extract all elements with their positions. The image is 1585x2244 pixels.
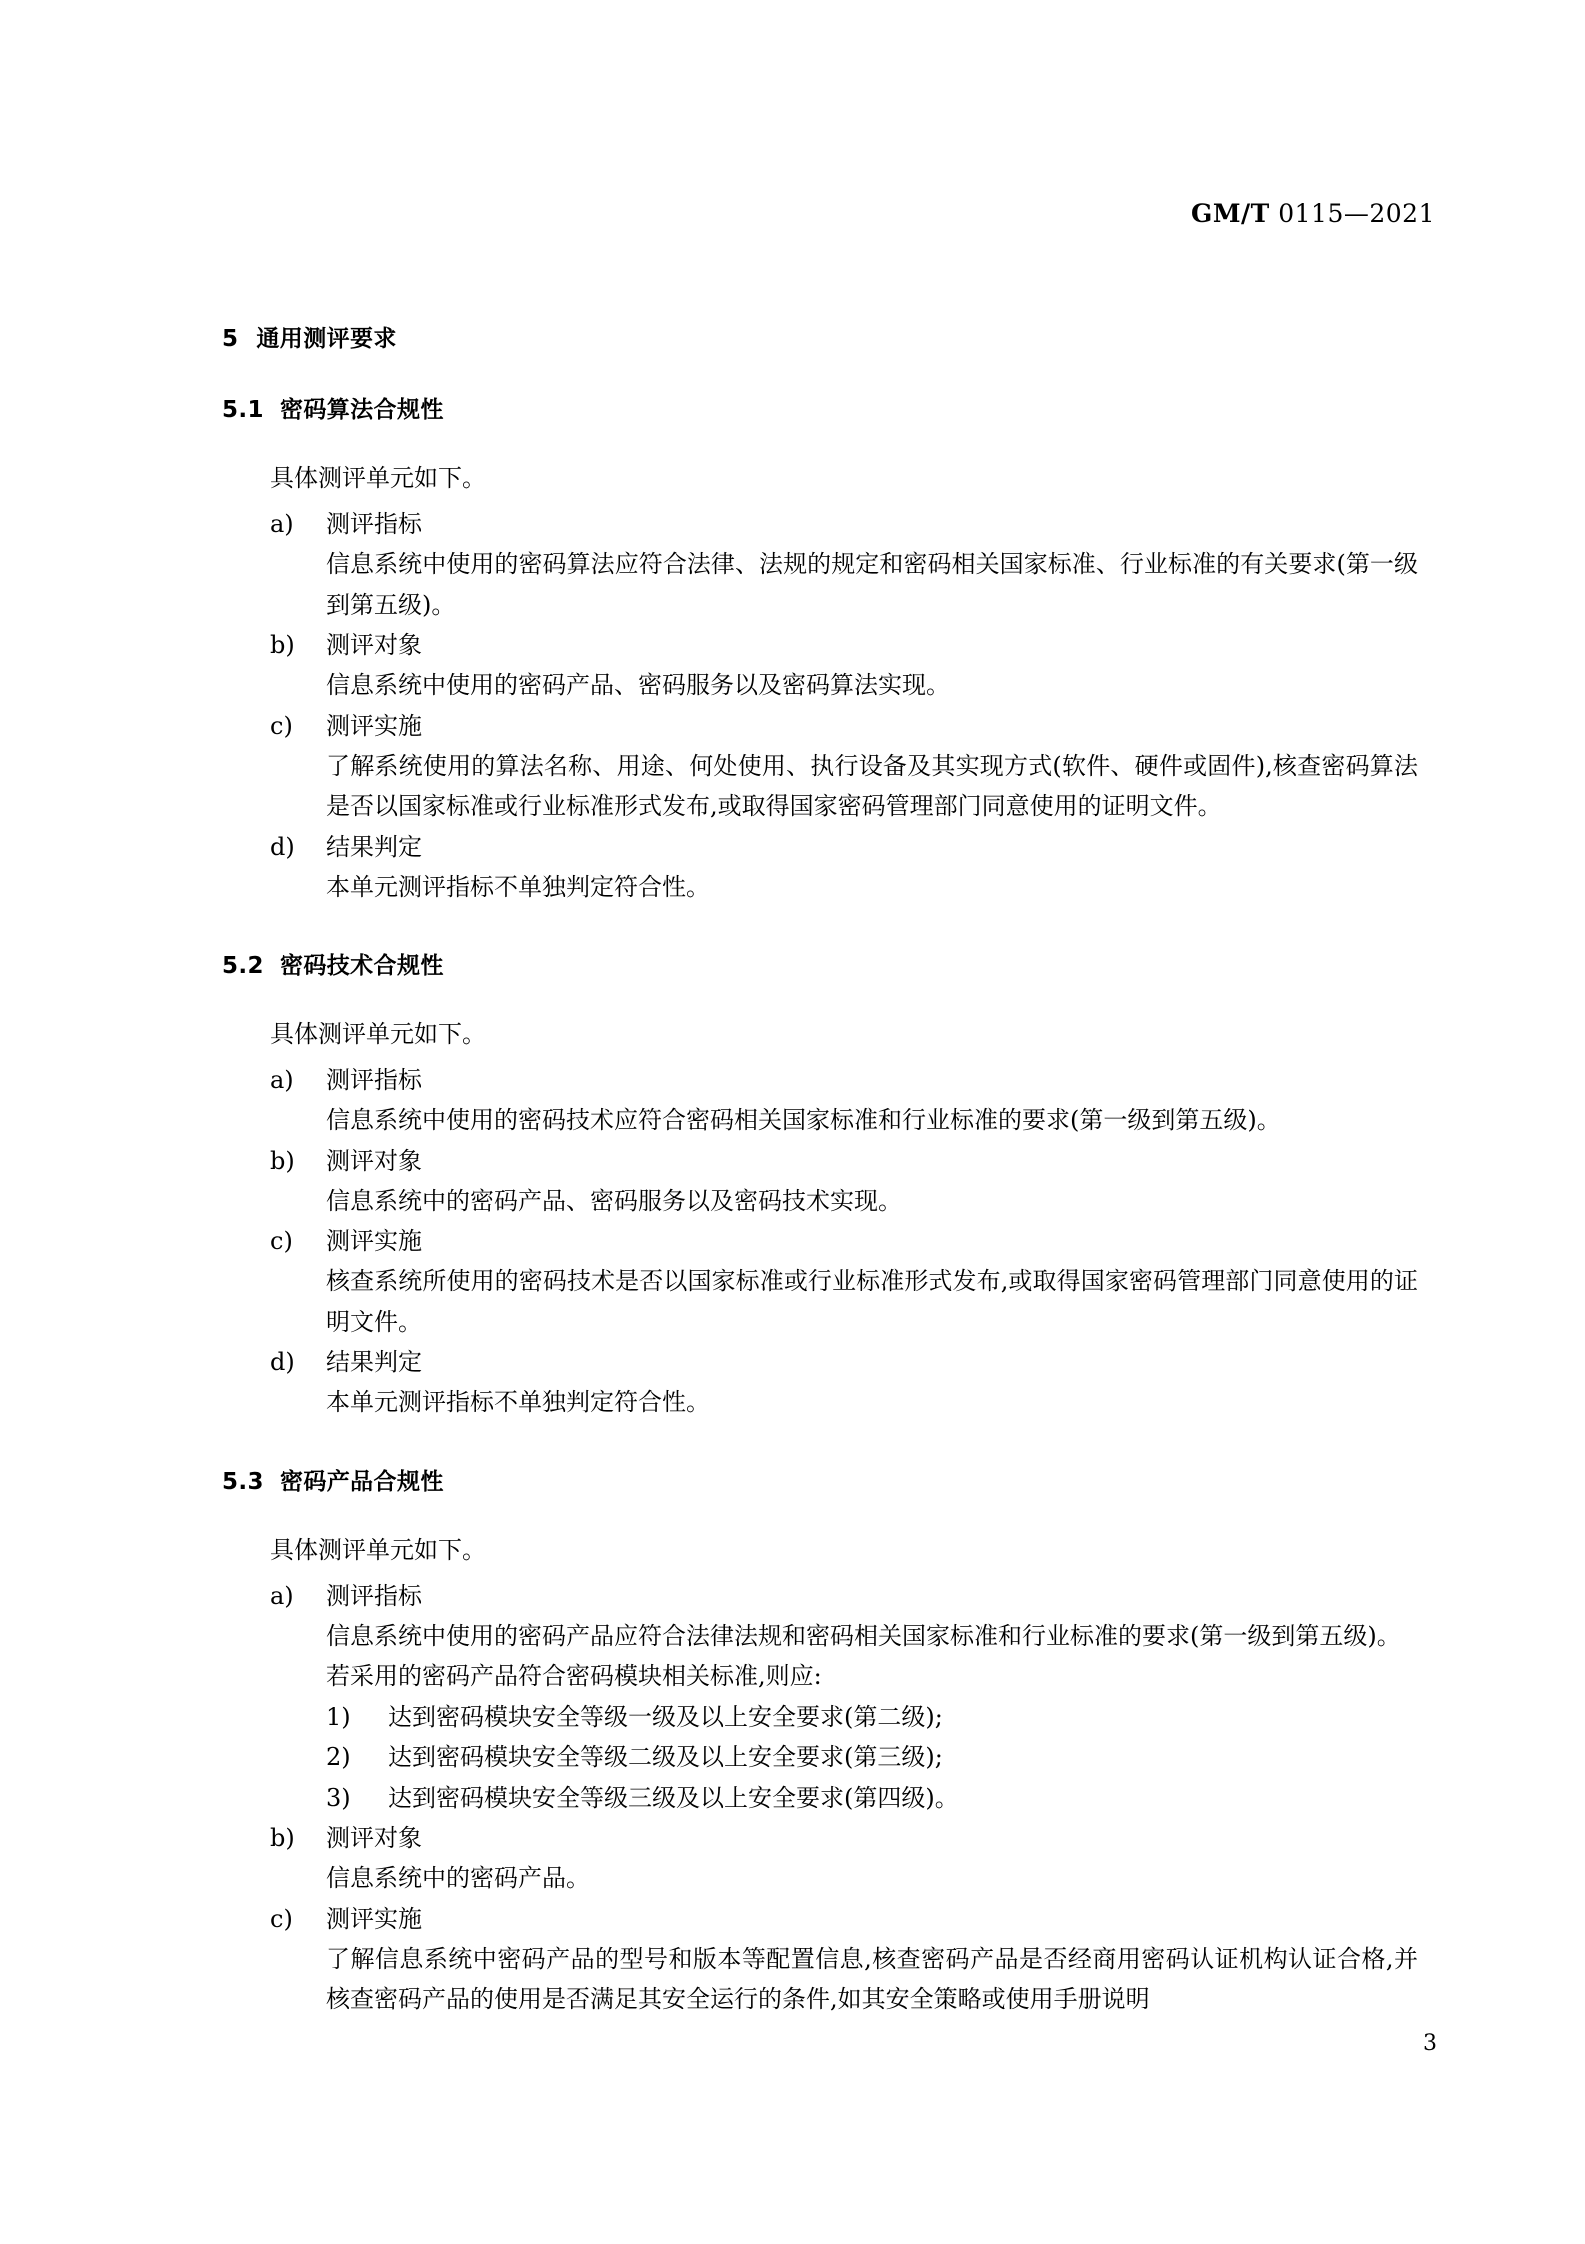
standard-number: 0115—2021	[1278, 199, 1435, 228]
list-marker: b)	[270, 631, 295, 659]
list-marker: b)	[270, 1146, 295, 1175]
list-item-label: 结果判定	[326, 1348, 422, 1376]
sub-list-item-label: 达到密码模块安全等级一级及以上安全要求(第二级);	[388, 1702, 943, 1731]
section-heading	[222, 947, 1418, 980]
page-number: 3	[1423, 2031, 1437, 2056]
section-lead: 具体测评单元如下。	[270, 464, 486, 492]
section-heading	[222, 1463, 1418, 1496]
list-item-label: 测评对象	[326, 1146, 422, 1175]
section-number: 5.3	[222, 1468, 264, 1495]
list-item-body: 信息系统中使用的密码算法应符合法律、法规的规定和密码相关国家标准、行业标准的有关要求(第一级到第五级)。	[326, 550, 1418, 619]
list-item	[222, 1899, 1418, 1939]
list-item-body: 了解系统使用的算法名称、用途、何处使用、执行设备及其实现方式(软件、硬件或固件),核查密码算法是否以国家标准或行业标准形式发布,或取得国家密码管理部门同意使用的证明文件。	[326, 751, 1418, 820]
list-marker: a)	[270, 510, 294, 538]
section-title: 密码产品合规性	[279, 1468, 444, 1495]
list-item-label: 测评对象	[326, 1824, 422, 1852]
sub-list-item-label: 达到密码模块安全等级二级及以上安全要求(第三级);	[388, 1743, 943, 1771]
section-number: 5.1	[222, 397, 264, 423]
section-5-2	[222, 947, 1418, 1423]
list-marker: c)	[270, 1904, 293, 1933]
list-item-body: 核查系统所使用的密码技术是否以国家标准或行业标准形式发布,或取得国家密码管理部门同意使用的证明文件。	[326, 1267, 1418, 1336]
chapter-number: 5	[222, 326, 239, 352]
list-item-body: 本单元测评指标不单独判定符合性。	[326, 872, 710, 901]
sub-list-item	[222, 1778, 1418, 1819]
standard-code: GM/T	[1191, 199, 1270, 228]
sub-list-item	[222, 1697, 1418, 1738]
section-5-3	[222, 1463, 1418, 2020]
list-item	[222, 1141, 1418, 1181]
list-item-body: 信息系统中使用的密码产品应符合法律法规和密码相关国家标准和行业标准的要求(第一级到第五级)。	[326, 1621, 1401, 1650]
sub-list-item	[222, 1737, 1418, 1778]
sub-list-marker: 2)	[326, 1743, 351, 1771]
list-item	[222, 1221, 1418, 1261]
list-marker: b)	[270, 1824, 295, 1852]
list-item	[222, 1576, 1418, 1616]
chapter-title: 通用测评要求	[256, 326, 397, 352]
list-item-label: 测评指标	[326, 1066, 422, 1094]
list-item-label: 测评实施	[326, 1904, 422, 1933]
list-item-label: 结果判定	[326, 832, 422, 861]
section-title: 密码算法合规性	[279, 397, 444, 423]
list-marker: d)	[270, 1348, 295, 1376]
section-lead: 具体测评单元如下。	[270, 1020, 486, 1048]
list-item-label: 测评指标	[326, 1581, 422, 1610]
document-body	[222, 320, 1418, 2024]
list-item-body-secondary: 若采用的密码产品符合密码模块相关标准,则应:	[326, 1662, 822, 1690]
list-item-label: 测评实施	[326, 711, 422, 740]
list-marker: d)	[270, 832, 295, 861]
list-marker: c)	[270, 1227, 293, 1255]
list-item	[222, 1818, 1418, 1858]
list-item	[222, 827, 1418, 867]
section-heading	[222, 391, 1418, 424]
list-item-body: 信息系统中的密码产品、密码服务以及密码技术实现。	[326, 1186, 902, 1215]
section-5-1	[222, 391, 1418, 907]
list-item	[222, 504, 1418, 544]
sub-list-marker: 3)	[326, 1783, 351, 1812]
list-item-body: 本单元测评指标不单独判定符合性。	[326, 1388, 710, 1416]
list-item	[222, 706, 1418, 746]
list-marker: a)	[270, 1066, 294, 1094]
list-item-body: 了解信息系统中密码产品的型号和版本等配置信息,核查密码产品是否经商用密码认证机构认证合格,并核查密码产品的使用是否满足其安全运行的条件,如其安全策略或使用手册说明	[326, 1944, 1418, 2013]
list-item-label: 测评指标	[326, 510, 422, 538]
list-item	[222, 625, 1418, 665]
list-item	[222, 1342, 1418, 1382]
section-number: 5.2	[222, 953, 264, 979]
section-lead: 具体测评单元如下。	[270, 1535, 486, 1564]
list-item-label: 测评实施	[326, 1227, 422, 1255]
list-item-body: 信息系统中的密码产品。	[326, 1864, 590, 1892]
list-item-body: 信息系统中使用的密码产品、密码服务以及密码算法实现。	[326, 671, 950, 699]
running-header	[1191, 199, 1435, 228]
list-item-body: 信息系统中使用的密码技术应符合密码相关国家标准和行业标准的要求(第一级到第五级)。	[326, 1106, 1281, 1134]
list-marker: a)	[270, 1581, 294, 1610]
section-title: 密码技术合规性	[279, 953, 444, 979]
list-marker: c)	[270, 711, 293, 740]
sub-list-marker: 1)	[326, 1702, 351, 1731]
list-item	[222, 1060, 1418, 1100]
list-item-label: 测评对象	[326, 631, 422, 659]
chapter-heading	[222, 320, 1418, 353]
sub-list-item-label: 达到密码模块安全等级三级及以上安全要求(第四级)。	[388, 1783, 959, 1812]
